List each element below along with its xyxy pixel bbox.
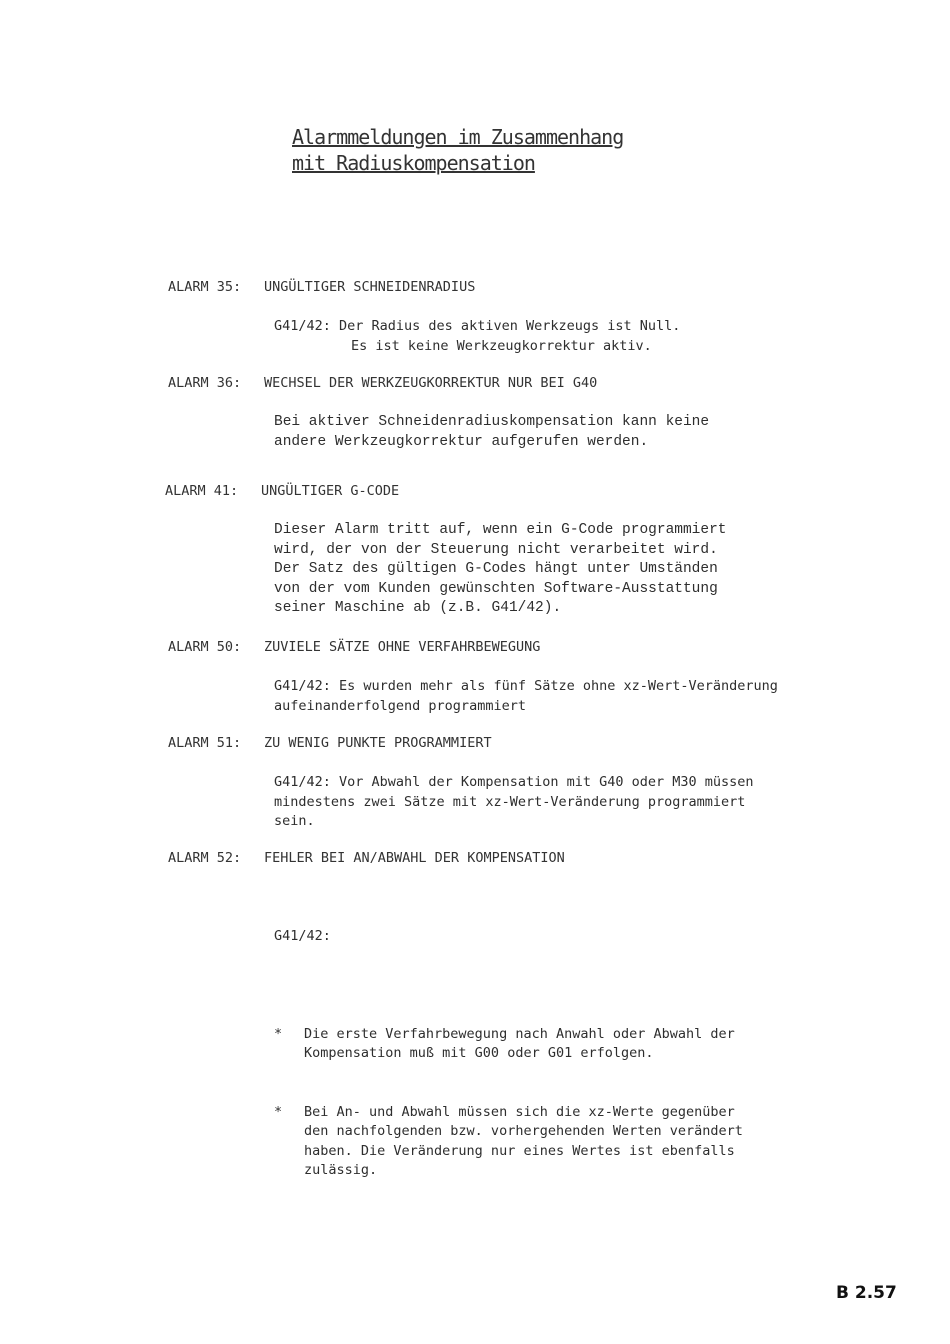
alarm-title: ZUVIELE SÄTZE OHNE VERFAHRBEWEGUNG <box>264 639 541 655</box>
alarm-heading-36 <box>168 375 597 391</box>
description-line: von der vom Kunden gewünschten Software-Ausstattung <box>274 580 718 597</box>
description-line: G41/42: Es wurden mehr als fünf Sätze ohne xz-Wert-Veränderung <box>274 678 778 694</box>
alarm-title: UNGÜLTIGER G-CODE <box>261 483 400 499</box>
bullet-line: Bei An- und Abwahl müssen sich die xz-Werte gegenüber <box>304 1103 735 1120</box>
bullet-line: zulässig. <box>304 1162 378 1178</box>
alarm-description-50 <box>274 677 778 716</box>
alarm-title: FEHLER BEI AN/ABWAHL DER KOMPENSATION <box>264 850 565 866</box>
alarm-description-52 <box>274 888 743 1259</box>
alarm-label: ALARM 51: <box>168 735 242 751</box>
description-line: Es ist keine Werkzeugkorrektur aktiv. <box>351 337 652 354</box>
title-line-2: mit Radiuskompensation <box>292 151 535 175</box>
alarm-heading-51 <box>168 735 492 751</box>
alarm-label: ALARM 50: <box>168 639 242 655</box>
alarm-heading-50 <box>168 639 540 655</box>
alarm-label: ALARM 36: <box>168 375 242 391</box>
description-line: Der Satz des gültigen G-Codes hängt unter Umständen <box>274 561 718 577</box>
description-line: G41/42: Der Radius des aktiven Werkzeugs ist Null. <box>274 318 681 334</box>
bullet-line: Die erste Verfahrbewegung nach Anwahl oder Abwahl der <box>304 1025 735 1042</box>
description-line: andere Werkzeugkorrektur aufgerufen werden. <box>274 433 649 450</box>
description-line: G41/42: Vor Abwahl der Kompensation mit G40 oder M30 müssen <box>274 774 754 790</box>
bullet-line: Kompensation muß mit G00 oder G01 erfolgen. <box>304 1045 654 1061</box>
title-line-1: Alarmmeldungen im Zusammenhang <box>292 125 624 149</box>
description-line: seiner Maschine ab (z.B. G41/42). <box>274 600 562 616</box>
alarm-label: ALARM 35: <box>168 279 242 295</box>
description-line: Bei aktiver Schneidenradiuskompensation kann keine <box>274 414 710 430</box>
asterisk-icon: * <box>274 1103 283 1120</box>
alarm-description-36 <box>274 413 709 452</box>
asterisk-icon: * <box>274 1025 283 1042</box>
description-line: wird, der von der Steuerung nicht verarbeitet wird. <box>274 541 718 558</box>
description-line: sein. <box>274 813 315 829</box>
alarm-heading-35 <box>168 279 475 295</box>
alarm-title: WECHSEL DER WERKZEUGKORREKTUR NUR BEI G40 <box>264 375 598 391</box>
alarm-title: ZU WENIG PUNKTE PROGRAMMIERT <box>264 735 492 751</box>
page-number: B 2.57 <box>836 1283 897 1303</box>
alarm-heading-52 <box>168 850 565 866</box>
alarm-label: ALARM 41: <box>165 483 239 499</box>
bullet-list <box>274 986 743 1220</box>
bullet-item <box>274 1103 743 1181</box>
alarm-heading-41 <box>165 483 399 499</box>
bullet-item <box>274 1025 743 1064</box>
page-title <box>292 124 623 176</box>
description-intro: G41/42: <box>274 928 331 944</box>
description-line: mindestens zwei Sätze mit xz-Wert-Veränderung programmiert <box>274 793 746 810</box>
alarm-title: UNGÜLTIGER SCHNEIDENRADIUS <box>264 279 476 295</box>
alarm-label: ALARM 52: <box>168 850 242 866</box>
bullet-line: haben. Die Veränderung nur eines Wertes ist ebenfalls <box>304 1142 735 1159</box>
description-line: aufeinanderfolgend programmiert <box>274 697 526 714</box>
bullet-line: den nachfolgenden bzw. vorhergehenden Werten verändert <box>304 1123 743 1139</box>
description-line: Dieser Alarm tritt auf, wenn ein G-Code programmiert <box>274 522 727 538</box>
alarm-description-41 <box>274 521 726 619</box>
alarm-description-35 <box>274 317 680 356</box>
alarm-description-51 <box>274 773 754 832</box>
